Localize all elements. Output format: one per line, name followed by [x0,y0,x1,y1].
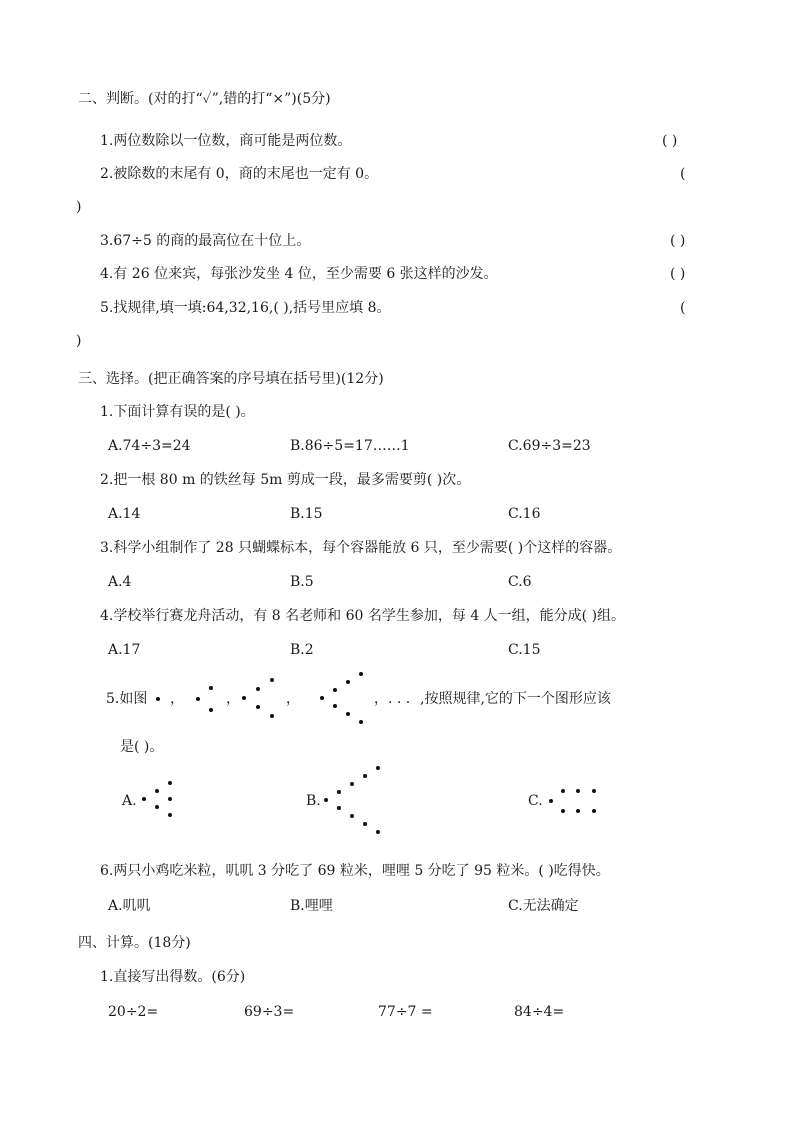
choice-q6-option-c[interactable]: C.无法确定 [508,898,579,914]
choice-q2-option-a[interactable]: A.14 [108,506,141,522]
choice-q2-option-c[interactable]: C.16 [508,506,541,522]
calc-problem-4[interactable]: 84÷4= [514,1004,565,1020]
dot [256,705,260,709]
dot [324,798,328,802]
option-c-figure [546,783,600,819]
judge-item-2: 2.被除数的末尾有 0，商的末尾也一定有 0。 [100,166,379,182]
dot [256,687,260,691]
choice-q5-option-a[interactable]: A. [122,793,137,809]
choice-q1: 1.下面计算有误的是( )。 [100,404,255,420]
choice-q5-prefix: 5.如图 [106,691,148,707]
dot [209,686,213,690]
dot [592,789,596,793]
calc-problem-3[interactable]: 77÷7 = [378,1004,433,1020]
dot [270,714,274,718]
dot [168,781,172,785]
choice-q5-suffix: ,按照规律,它的下一个图形应该 [420,691,611,707]
section-choice-heading: 三、选择。(把正确答案的序号填在括号里)(12分) [78,371,384,387]
dot [337,806,341,810]
judge-item-5-paren-close: ) [76,333,82,349]
choice-q1-option-c[interactable]: C.69÷3=23 [508,438,591,454]
option-b-figure [320,761,384,839]
choice-q4: 4.学校举行赛龙舟活动，有 8 名老师和 60 名学生参加，每 4 人一组，能分成( )组。 [100,608,626,624]
dot [359,672,363,676]
dot [168,797,172,801]
calc-problem-2[interactable]: 69÷3= [244,1004,295,1020]
pattern-separator-1: ， [170,691,184,707]
dot [376,830,380,834]
dot [156,697,160,701]
dot [196,697,200,701]
pattern-figure-1 [154,694,164,704]
dot [561,809,565,813]
dot [346,680,350,684]
dot [376,766,380,770]
judge-item-3-paren[interactable]: ( ) [670,233,686,249]
dot [155,805,159,809]
choice-q6: 6.两只小鸡吃米粒，叽叽 3 分吃了 69 粒米，哩哩 5 分吃了 95 粒米。( )吃得快。 [100,863,610,879]
judge-item-1-paren[interactable]: ( ) [662,133,678,149]
judge-item-4: 4.有 26 位来宾，每张沙发坐 4 位，至少需要 6 张这样的沙发。 [100,266,498,282]
dot [576,789,580,793]
dot [350,814,354,818]
choice-q6-option-b[interactable]: B.哩哩 [290,898,333,914]
choice-q5-option-c[interactable]: C. [528,793,543,809]
dot [363,822,367,826]
dot [592,809,596,813]
dot [363,774,367,778]
judge-item-5: 5.找规律,填一填:64,32,16,( ),括号里应填 8。 [100,300,391,316]
choice-q2: 2.把一根 80 m 的铁丝每 5m 剪成一段，最多需要剪( )次。 [100,472,471,488]
dot [549,799,553,803]
pattern-separator-3: ， [286,691,300,707]
dot [350,782,354,786]
judge-item-2-paren[interactable]: ( [680,166,686,182]
choice-q4-option-c[interactable]: C.15 [508,642,541,658]
dot [337,790,341,794]
dot [209,708,213,712]
choice-q5-line2: 是( )。 [120,739,164,755]
choice-q3-option-b[interactable]: B.5 [290,574,314,590]
judge-item-5-paren[interactable]: ( [680,300,686,316]
pattern-figure-3 [238,674,278,720]
dot [270,678,274,682]
pattern-separator-2: ， [226,691,240,707]
calc-sub1: 1.直接写出得数。(6分) [100,969,246,985]
choice-q4-option-a[interactable]: A.17 [108,642,141,658]
choice-q6-option-a[interactable]: A.叽叽 [108,898,151,914]
dot [346,712,350,716]
choice-q3-option-c[interactable]: C.6 [508,574,532,590]
dot [333,688,337,692]
section-judge-heading: 二、判断。(对的打“✓”,错的打“×”)(5分) [78,91,331,107]
judge-item-1: 1.两位数除以一位数，商可能是两位数。 [100,133,352,149]
judge-item-4-paren[interactable]: ( ) [670,266,686,282]
pattern-ellipsis: ，. . . [374,691,411,707]
option-a-figure [138,777,172,821]
dot [142,797,146,801]
choice-q2-option-b[interactable]: B.15 [290,506,323,522]
choice-q1-option-b[interactable]: B.86÷5=17……1 [290,438,410,454]
dot [155,789,159,793]
dot [561,789,565,793]
choice-q4-option-b[interactable]: B.2 [290,642,314,658]
dot [320,696,324,700]
section-calc-heading: 四、计算。(18分) [78,935,191,951]
choice-q3-option-a[interactable]: A.4 [108,574,132,590]
judge-item-3: 3.67÷5 的商的最高位在十位上。 [100,233,311,249]
dot [359,720,363,724]
dot [168,813,172,817]
pattern-figure-2 [194,680,224,714]
pattern-figure-4 [316,668,366,728]
calc-problem-1[interactable]: 20÷2= [108,1004,159,1020]
choice-q5-option-b[interactable]: B. [306,793,321,809]
dot [333,704,337,708]
dot [242,696,246,700]
judge-item-2-paren-close: ) [76,199,82,215]
choice-q3: 3.科学小组制作了 28 只蝴蝶标本，每个容器能放 6 只，至少需要( )个这样的容器。 [100,540,622,556]
choice-q1-option-a[interactable]: A.74÷3=24 [108,438,191,454]
dot [576,809,580,813]
